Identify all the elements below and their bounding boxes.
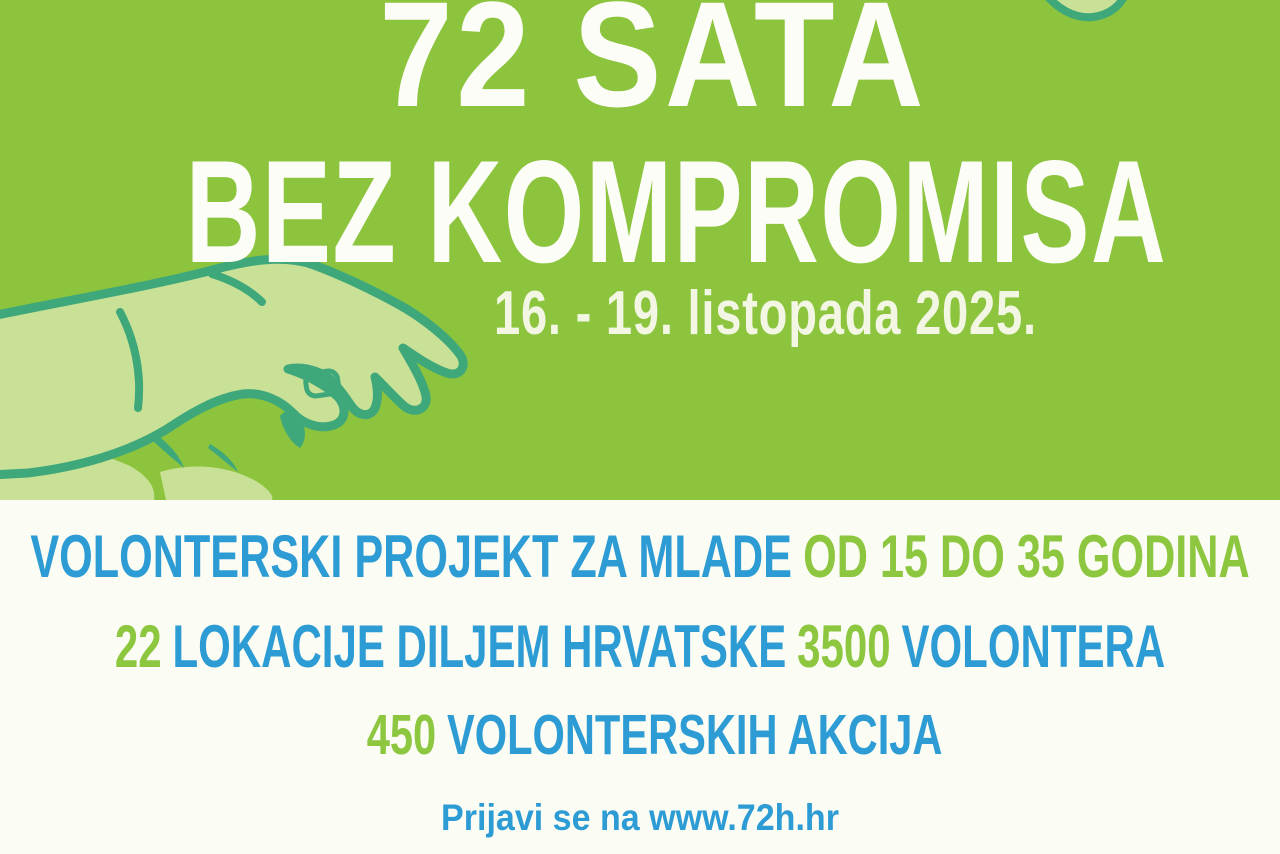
stat-project-label: VOLONTERSKI PROJEKT ZA MLADE — [30, 523, 792, 590]
event-subtitle: BEZ KOMPROMISA — [185, 130, 1168, 293]
stat-age-range: OD 15 DO 35 GODINA — [803, 523, 1250, 590]
signup-cta — [51, 799, 1229, 836]
stat-locations-count: 22 — [114, 613, 162, 680]
stats-line-actions — [173, 703, 1107, 767]
stat-locations-label: LOKACIJE DILJEM HRVATSKE — [172, 613, 787, 680]
stat-volunteers-label: VOLONTERA — [901, 613, 1166, 680]
stat-actions-label: VOLONTERSKIH AKCIJA — [446, 703, 943, 767]
event-title: 72 SATA — [379, 0, 928, 138]
stats-line-locations — [114, 613, 1166, 680]
stat-actions-count: 450 — [366, 703, 437, 767]
stats-line-audience — [30, 523, 1250, 590]
stat-volunteers-count: 3500 — [797, 613, 891, 680]
signup-url-text: Prijavi se na www.72h.hr — [441, 797, 839, 838]
event-dates: 16. - 19. listopada 2025. — [493, 279, 1037, 348]
